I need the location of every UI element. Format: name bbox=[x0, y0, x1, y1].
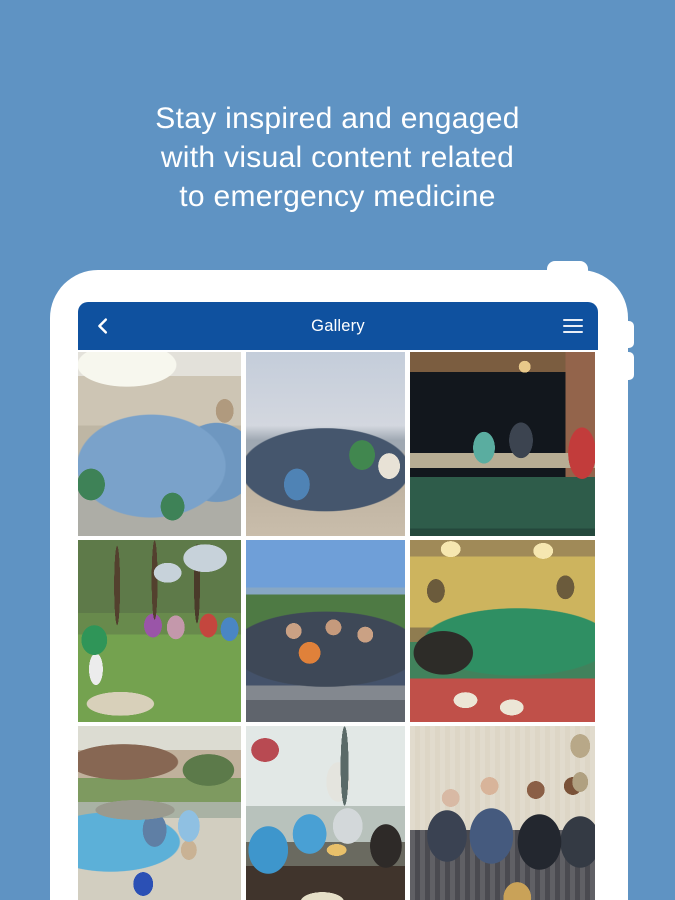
gallery-photo-1[interactable] bbox=[78, 352, 241, 536]
chevron-left-icon bbox=[93, 316, 113, 336]
promo-headline bbox=[0, 99, 675, 216]
headline-line-2: with visual content related bbox=[160, 141, 515, 174]
page-title: Gallery bbox=[311, 316, 365, 335]
gallery-photo-3[interactable] bbox=[410, 352, 595, 536]
gallery-photo-9[interactable] bbox=[410, 726, 595, 900]
tablet-frame bbox=[50, 270, 628, 900]
menu-button[interactable] bbox=[560, 313, 586, 339]
app-header bbox=[78, 302, 598, 350]
gallery-photo-5[interactable] bbox=[246, 540, 405, 722]
hamburger-icon bbox=[563, 319, 583, 334]
gallery-photo-8[interactable] bbox=[246, 726, 405, 900]
gallery-photo-2[interactable] bbox=[246, 352, 405, 536]
back-button[interactable] bbox=[90, 313, 116, 339]
app-screen bbox=[78, 302, 598, 900]
gallery-photo-4[interactable] bbox=[78, 540, 241, 722]
gallery-photo-7[interactable] bbox=[78, 726, 241, 900]
headline-line-1: Stay inspired and engaged bbox=[155, 102, 520, 135]
gallery-photo-6[interactable] bbox=[410, 540, 595, 722]
headline-line-3: to emergency medicine bbox=[179, 180, 496, 213]
photo-grid bbox=[78, 352, 598, 900]
